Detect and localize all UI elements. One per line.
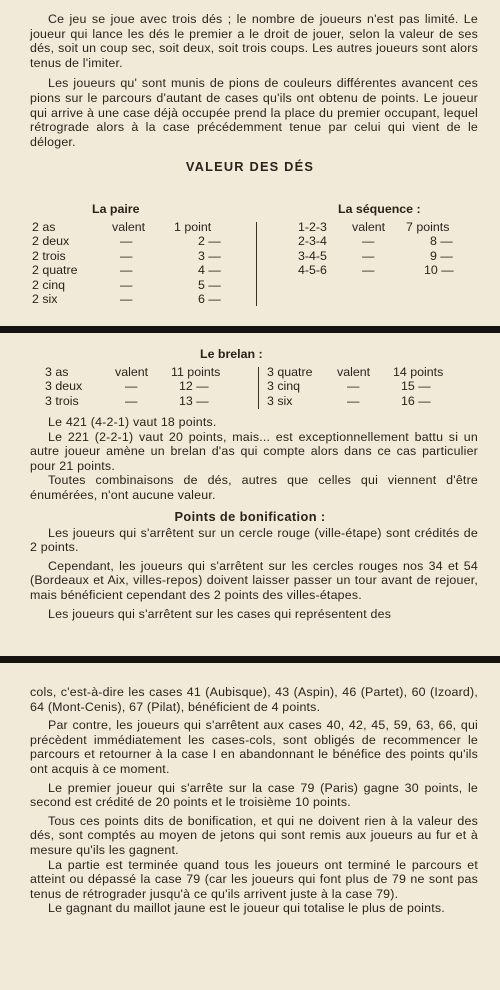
- brelan-dice: 3 cinq: [267, 379, 301, 394]
- paragraph-221: Le 221 (2-2-1) vaut 20 points, mais... est exceptionnellement battu si un autre joueur amène un brelan d'as qui compte alors dans ce cas particulier pour 21 points.: [30, 429, 478, 473]
- paire-row: [32, 278, 221, 292]
- sequence-row: [298, 263, 454, 277]
- brelan-row: [45, 379, 220, 393]
- paire-dice: 2 quatre: [32, 263, 78, 278]
- paire-dice: 2 six: [32, 292, 58, 307]
- brelan-verb: —: [125, 379, 138, 394]
- intro-paragraph-1: Ce jeu se joue avec trois dés ; le nombre de joueurs n'est pas limité. Le joueur qui lance les dés le premier a le droit de jouer, selon la valeur de ses dés, soit un coup sec, soit deux, soit trois coups. Les autres joueurs sont alors tenus de l'imiter.: [30, 12, 478, 70]
- paire-dice: 2 deux: [32, 234, 70, 249]
- paragraph-cases-cols-start: Les joueurs qui s'arrêtent sur les cases qui représentent des: [48, 606, 392, 621]
- brelan-row: [267, 365, 443, 379]
- brelan-points: 13 —: [179, 393, 209, 408]
- sequence-title: La séquence :: [338, 202, 421, 216]
- rules-panel-1: [0, 0, 500, 326]
- sequence-points: 8 —: [430, 234, 453, 249]
- brelan-points: 15 —: [401, 379, 431, 394]
- paire-verb: —: [120, 248, 133, 263]
- paire-points: 6 —: [198, 292, 221, 307]
- paire-points: 1 point: [174, 220, 212, 234]
- section-title-valeur-des-des: VALEUR DES DÉS: [185, 159, 315, 175]
- paire-points: 3 —: [198, 248, 221, 263]
- paragraph-points-bonification: Tous ces points dits de bonification, et qui ne doivent rien à la valeur des dés, sont comptés au moyen de jetons qui sont remis aux joueurs au fur et à mesure qu'ils les gagnent.: [30, 813, 478, 857]
- brelan-table-left: [45, 365, 220, 408]
- brelan-dice: 3 six: [267, 393, 293, 408]
- paire-points: 2 —: [198, 234, 221, 249]
- paire-table: [32, 220, 221, 306]
- separator-band: [0, 656, 500, 663]
- brelan-points: 11 points: [171, 365, 221, 379]
- column-divider: [258, 367, 259, 409]
- paragraph-fin-partie: La partie est terminée quand tous les joueurs ont terminé le parcours et atteint ou dépassé la case 79 (car les joueurs qui font plus de 79 ne sont pas tenus de rétrograder jusqu'à ce qu'ils arrivent juste à la case 79).: [30, 857, 478, 901]
- sequence-row: [298, 220, 454, 234]
- sequence-dice: 3-4-5: [298, 248, 327, 263]
- paire-verb: valent: [112, 220, 146, 234]
- brelan-points: 16 —: [401, 393, 431, 408]
- sequence-row: [298, 249, 454, 263]
- brelan-table-right: [267, 365, 443, 408]
- paire-row: [32, 220, 221, 234]
- rules-panel-2: [0, 333, 500, 656]
- paire-row: [32, 234, 221, 248]
- paire-row: [32, 249, 221, 263]
- paragraph-cependant: Cependant, les joueurs qui s'arrêtent sur les cercles rouges nos 34 et 54 (Bordeaux et Aix, villes-repos) doivent laisser passer un tour avant de rejouer, mais bénéficient cependant des 2 points des villes-étapes.: [30, 558, 478, 602]
- brelan-row: [45, 394, 220, 408]
- paragraph-gagnant: Le gagnant du maillot jaune est le joueur qui totalise le plus de points.: [48, 901, 445, 916]
- paire-row: [32, 292, 221, 306]
- paire-verb: —: [120, 263, 133, 278]
- brelan-verb: valent: [337, 365, 371, 379]
- paire-verb: —: [120, 234, 133, 249]
- separator-band: [0, 326, 500, 333]
- brelan-title: Le brelan :: [200, 347, 263, 361]
- paire-points: 4 —: [198, 263, 221, 278]
- paire-dice: 2 cinq: [32, 277, 66, 292]
- brelan-row: [267, 394, 443, 408]
- brelan-dice: 3 deux: [45, 379, 83, 394]
- intro-paragraph-2: Les joueurs qu' sont munis de pions de couleurs différentes avancent ces pions sur le parcours d'autant de cases qu'ils ont obtenu de points. Le joueur qui arrive à une case déjà occupée prend la place du premier occupant, lequel rétrograde alors à la case précédemment tenue par celui qui vient de le déloger.: [30, 76, 478, 149]
- brelan-verb: —: [125, 393, 138, 408]
- paire-dice: 2 as: [32, 220, 56, 234]
- brelan-points: 14 points: [393, 365, 444, 379]
- rules-panel-3: [0, 663, 500, 990]
- paragraph-421: Le 421 (4-2-1) vaut 18 points.: [48, 415, 217, 429]
- brelan-row: [45, 365, 220, 379]
- brelan-verb: —: [347, 393, 360, 408]
- sequence-points: 10 —: [424, 263, 454, 278]
- paire-points: 5 —: [198, 277, 221, 292]
- brelan-dice: 3 trois: [45, 393, 79, 408]
- bonification-title: Points de bonification :: [174, 508, 326, 524]
- column-divider: [256, 222, 257, 306]
- paire-row: [32, 263, 221, 277]
- sequence-verb: valent: [352, 220, 386, 234]
- paire-dice: 2 trois: [32, 248, 66, 263]
- brelan-row: [267, 379, 443, 393]
- paire-verb: —: [120, 292, 133, 307]
- sequence-dice: 2-3-4: [298, 234, 327, 249]
- paragraph-toutes-combinaisons: Toutes combinaisons de dés, autres que celles qui viennent d'être énumérées, n'ont aucune valeur.: [30, 473, 478, 502]
- sequence-row: [298, 234, 454, 248]
- paragraph-premier-joueur: Le premier joueur qui s'arrête sur la case 79 (Paris) gagne 30 points, le second est crédité de 20 points et le troisième 10 points.: [30, 780, 478, 810]
- sequence-points: 9 —: [430, 248, 453, 263]
- sequence-dice: 4-5-6: [298, 263, 327, 278]
- brelan-dice: 3 as: [45, 365, 69, 379]
- paragraph-cercle-rouge: Les joueurs qui s'arrêtent sur un cercle rouge (ville-étape) sont crédités de 2 points.: [30, 525, 478, 555]
- sequence-points: 7 points: [406, 220, 450, 234]
- brelan-verb: —: [347, 379, 360, 394]
- brelan-points: 12 —: [179, 379, 209, 394]
- paire-verb: —: [120, 277, 133, 292]
- paragraph-cols: cols, c'est-à-dire les cases 41 (Aubisque), 43 (Aspin), 46 (Partet), 60 (Izoard), 64 (Mont-Cenis), 67 (Pilat), bénéficient de 4 points.: [30, 685, 478, 714]
- brelan-dice: 3 quatre: [267, 365, 313, 379]
- paragraph-par-contre: Par contre, les joueurs qui s'arrêtent aux cases 40, 42, 45, 59, 63, 66, qui précèdent immédiatement les cases-cols, sont obligés de recommencer le parcours et retourner à la case I en abandonnant le bénéfice des points qu'ils ont acquis à ce moment.: [30, 718, 478, 776]
- brelan-verb: valent: [115, 365, 149, 379]
- sequence-dice: 1-2-3: [298, 220, 327, 234]
- sequence-verb: —: [362, 263, 375, 278]
- sequence-table: [298, 220, 454, 278]
- paire-title: La paire: [92, 202, 140, 216]
- sequence-verb: —: [362, 234, 375, 249]
- sequence-verb: —: [362, 248, 375, 263]
